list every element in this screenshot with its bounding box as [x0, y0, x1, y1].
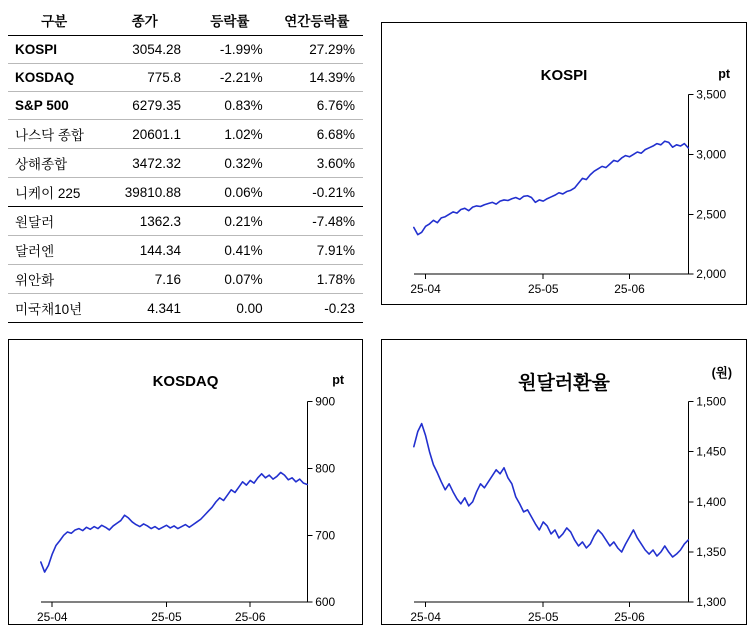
row-change-value: 0.41%: [189, 236, 271, 265]
market-indices-panel: [8, 6, 363, 317]
svg-text:25-04: 25-04: [410, 282, 441, 297]
svg-text:25-04: 25-04: [410, 610, 441, 624]
row-change-value: 0.83%: [189, 92, 271, 120]
row-close-value: 20601.1: [100, 120, 189, 149]
svg-text:900: 900: [315, 394, 336, 409]
row-ytd-change-value: 1.78%: [271, 265, 363, 294]
row-change-value: 0.00: [189, 294, 271, 323]
column-header-close: 종가: [100, 6, 189, 36]
row-change-value: 1.02%: [189, 120, 271, 149]
svg-text:800: 800: [315, 461, 336, 476]
kospi-chart-panel: [381, 22, 747, 305]
row-label: 나스닥 종합: [8, 120, 100, 149]
table-row: [8, 64, 363, 92]
row-label: S&P 500: [8, 92, 100, 120]
row-close-value: 1362.3: [100, 207, 189, 236]
row-ytd-change-value: 14.39%: [271, 64, 363, 92]
column-header-category: 구분: [8, 6, 100, 36]
row-close-value: 3054.28: [100, 36, 189, 64]
usdkrw-chart-panel: [381, 339, 747, 625]
kospi-line-chart: [382, 23, 746, 304]
row-label: 니케이 225: [8, 178, 100, 207]
svg-text:25-04: 25-04: [37, 610, 68, 624]
row-close-value: 7.16: [100, 265, 189, 294]
row-close-value: 775.8: [100, 64, 189, 92]
kosdaq-line-chart: [9, 340, 362, 624]
table-header-row: [8, 6, 363, 36]
row-change-value: 0.21%: [189, 207, 271, 236]
svg-text:2,500: 2,500: [696, 207, 727, 222]
svg-text:25-05: 25-05: [527, 282, 559, 297]
row-ytd-change-value: 27.29%: [271, 36, 363, 64]
row-ytd-change-value: 6.76%: [271, 92, 363, 120]
table-row: [8, 149, 363, 178]
row-label: 미국채10년: [8, 294, 100, 323]
row-change-value: 0.06%: [189, 178, 271, 207]
kospi-chart-title: KOSPI: [540, 67, 588, 84]
svg-text:1,300: 1,300: [696, 595, 727, 610]
row-close-value: 3472.32: [100, 149, 189, 178]
row-ytd-change-value: 7.91%: [271, 236, 363, 265]
row-change-value: 0.07%: [189, 265, 271, 294]
row-change-value: 0.32%: [189, 149, 271, 178]
row-label: KOSDAQ: [8, 64, 100, 92]
svg-text:700: 700: [315, 528, 336, 543]
svg-text:25-05: 25-05: [151, 610, 182, 624]
usdkrw-axis-unit-label: (원): [711, 366, 732, 380]
row-change-value: -2.21%: [189, 64, 271, 92]
row-close-value: 144.34: [100, 236, 189, 265]
usdkrw-chart-title: 원달러환율: [518, 373, 610, 394]
kosdaq-axis-unit-label: pt: [332, 373, 344, 387]
usdkrw-line-chart: [382, 340, 746, 624]
row-close-value: 4.341: [100, 294, 189, 323]
svg-text:25-06: 25-06: [234, 610, 266, 624]
column-header-change: 등락률: [189, 6, 271, 36]
market-indices-table: [8, 6, 363, 323]
kospi-axis-unit-label: pt: [718, 67, 730, 81]
svg-text:3,000: 3,000: [696, 147, 727, 162]
row-close-value: 39810.88: [100, 178, 189, 207]
row-label: 원달러: [8, 207, 100, 236]
row-label: 상해종합: [8, 149, 100, 178]
svg-text:25-06: 25-06: [614, 282, 645, 297]
row-label: KOSPI: [8, 36, 100, 64]
svg-text:600: 600: [315, 595, 336, 610]
table-row: [8, 236, 363, 265]
svg-text:1,350: 1,350: [696, 544, 727, 559]
row-label: 위안화: [8, 265, 100, 294]
table-row: [8, 36, 363, 64]
row-ytd-change-value: -0.23: [271, 294, 363, 323]
table-row: [8, 178, 363, 207]
column-header-ytd-change: 연간등락률: [271, 6, 363, 36]
row-ytd-change-value: 6.68%: [271, 120, 363, 149]
table-row: [8, 207, 363, 236]
kosdaq-chart-panel: [8, 339, 363, 625]
svg-text:25-05: 25-05: [527, 610, 559, 624]
row-change-value: -1.99%: [189, 36, 271, 64]
svg-text:1,400: 1,400: [696, 494, 727, 509]
row-ytd-change-value: -0.21%: [271, 178, 363, 207]
row-label: 달러엔: [8, 236, 100, 265]
row-ytd-change-value: -7.48%: [271, 207, 363, 236]
table-row: [8, 92, 363, 120]
row-ytd-change-value: 3.60%: [271, 149, 363, 178]
table-row: [8, 294, 363, 323]
svg-text:3,500: 3,500: [696, 87, 727, 102]
row-close-value: 6279.35: [100, 92, 189, 120]
table-body: [8, 36, 363, 323]
svg-text:25-06: 25-06: [614, 610, 645, 624]
table-row: [8, 265, 363, 294]
svg-text:1,450: 1,450: [696, 444, 727, 459]
kosdaq-chart-title: KOSDAQ: [152, 373, 219, 390]
svg-text:2,000: 2,000: [696, 267, 727, 282]
svg-text:1,500: 1,500: [696, 394, 727, 409]
table-row: [8, 120, 363, 149]
